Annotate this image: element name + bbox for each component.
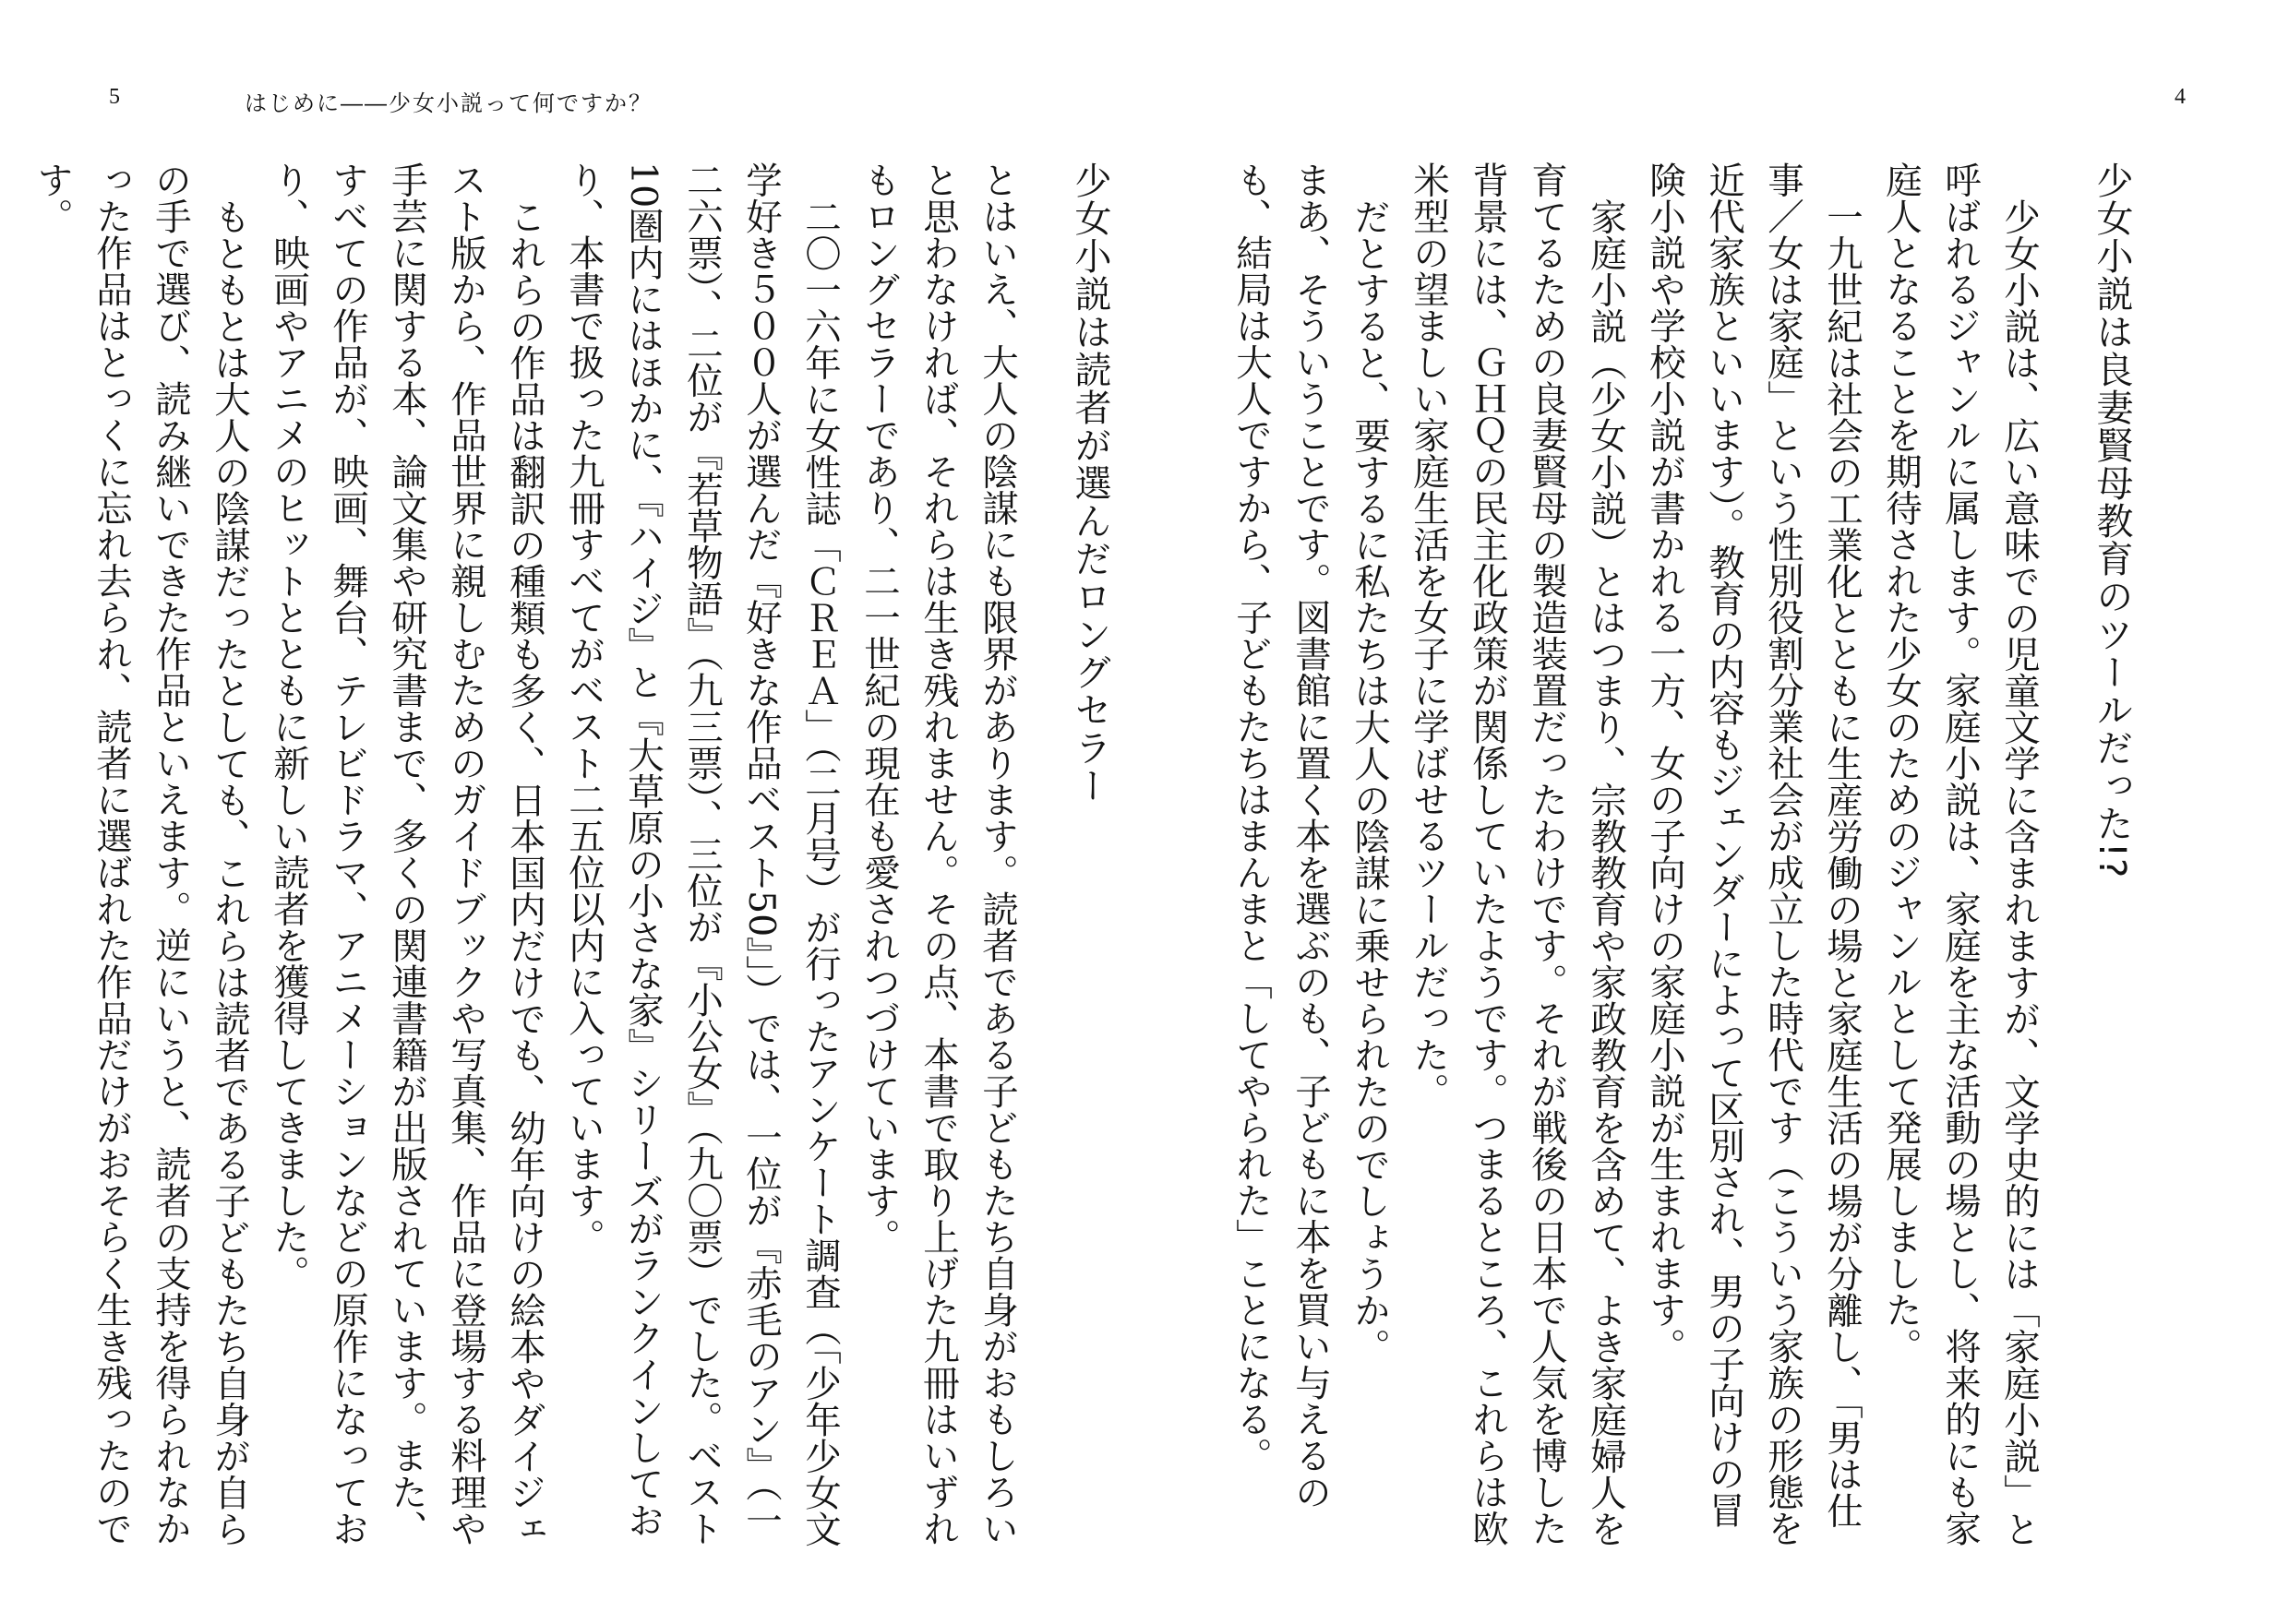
running-head: はじめに――少女小説って何ですか？ <box>245 90 653 116</box>
right-page <box>1230 161 2141 1564</box>
paragraph: 二〇一六年に女性誌「ＣＲＥＡ」（二月号）が行ったアンケート調査（「少年少女文学好き５００人が選んだ『好きな作品ベスト50』」）では、一位が『赤毛のアン』（一二六票）、二位が『若草物語』（九三票）、三位が『小公女』（九〇票）でした。ベスト10圏内にはほかに、『ハイジ』と『大草原の小さな家』シリーズがランクインしており、本書で扱った九冊すべてがベスト二五位以内に入っています。 <box>563 161 842 1546</box>
paragraph: とはいえ、大人の陰謀にも限界があります。読者である子どもたち自身がおもしろいと思わなければ、それらは生き残れません。その点、本書で取り上げた九冊はいずれもロングセラーであり、二一世紀の現在も愛されつづけています。 <box>858 161 1019 1546</box>
page-number-right: 4 <box>2175 85 2187 109</box>
page-number-left: 5 <box>109 85 121 109</box>
paragraph: 少女小説は、広い意味での児童文学に含まれますが、文学史的には「家庭小説」と呼ばれるジャンルに属します。家庭小説は、家庭を主な活動の場とし、将来的にも家庭人となることを期待された少女のためのジャンルとして発展しました。 <box>1880 161 2041 1546</box>
heading-gap <box>1027 161 1061 1564</box>
left-page-body <box>23 161 1120 1564</box>
paragraph: 家庭小説（少女小説）とはつまり、宗教教育や家政教育を含めて、よき家庭婦人を育てるための良妻賢母の製造装置だったわけです。それが戦後の日本で人気を博した背景には、ＧＨＱの民主化政策が関係していたようです。つまるところ、これらは欧米型の望ましい家庭生活を女子に学ばせるツールだった。 <box>1408 161 1627 1546</box>
heading-gap <box>2049 161 2082 1564</box>
section-heading-good-wife: 少女小説は良妻賢母教育のツールだった!? <box>2091 161 2133 879</box>
paragraph: もともとは大人の陰謀だったとしても、これらは読者である子どもたち自身が自らの手で選び、読み継いできた作品といえます。逆にいうと、読者の支持を得られなかった作品はとっくに忘れ去られ、読者に選ばれた作品だけがおそらく生き残ったのです。 <box>31 161 251 1546</box>
left-page <box>31 161 1120 1564</box>
right-page-body <box>1222 161 2141 1564</box>
paragraph: だとすると、要するに私たちは大人の陰謀に乗せられたのでしょうか。 <box>1348 197 1391 1365</box>
paragraph: これらの作品は翻訳の種類も多く、日本国内だけでも、幼年向けの絵本やダイジェスト版から、作品世界に親しむためのガイドブックや写真集、作品に登場する料理や手芸に関する本、論文集や研究書まで、多くの関連書籍が出版されています。また、すべての作品が、映画、舞台、テレビドラマ、アニメーションなどの原作になっており、映画やアニメのヒットとともに新しい読者を獲得してきました。 <box>268 161 546 1546</box>
section-heading-long-seller: 少女小説は読者が選んだロングセラー <box>1069 161 1111 805</box>
paragraph: まあ、そういうことです。図書館に置く本を選ぶのも、子どもに本を買い与えるのも、結局は大人ですから、子どもたちはまんまと「してやられた」ことになる。 <box>1230 161 1332 1511</box>
paragraph: 一九世紀は社会の工業化とともに生産労働の場と家庭生活の場が分離し、「男は仕事／女は家庭」という性別役割分業社会が成立した時代です（こういう家族の形態を近代家族といいます）。教育の内容もジェンダーによって区別され、男の子向けの冒険小説や学校小説が書かれる一方、女の子向けの家庭小説が生まれます。 <box>1644 161 1864 1546</box>
